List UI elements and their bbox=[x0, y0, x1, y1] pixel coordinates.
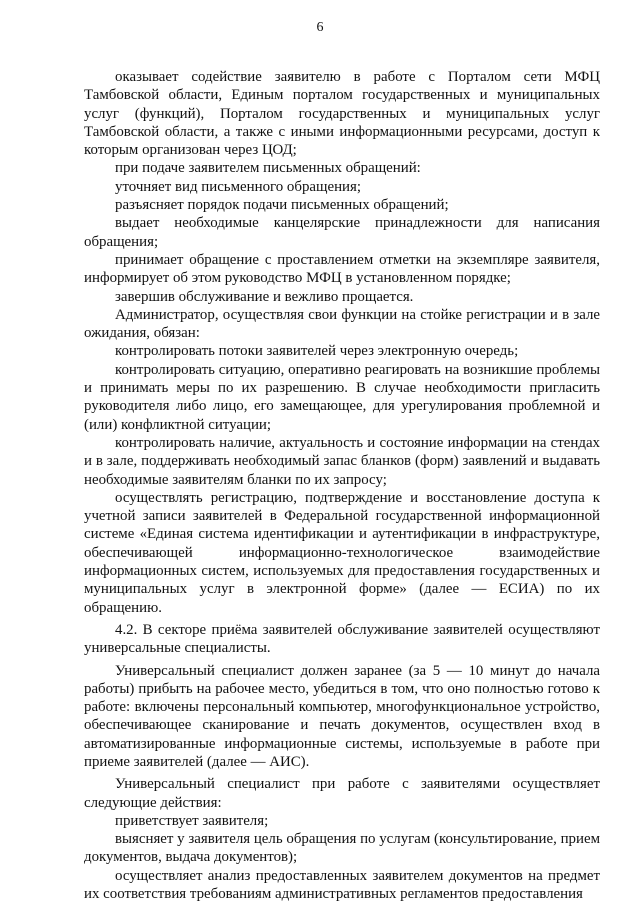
paragraph: Универсальный специалист при работе с заявителями осуществляет следующие действия: bbox=[84, 776, 600, 811]
body-text bbox=[84, 68, 600, 903]
paragraph: выдает необходимые канцелярские принадлежности для написания обращения; bbox=[84, 215, 600, 250]
paragraph: уточняет вид письменного обращения; bbox=[115, 178, 361, 195]
paragraph: осуществлять регистрацию, подтверждение и восстановление доступа к учетной записи заявителей в Федеральной государственной информационной системе «Единая система идентификации и аутентификации в инфраструктуре, обеспечивающей информационно-технологическое взаимодействие информационных систем, используемых для предоставления государственных и муниципальных услуг в электронной форме» (далее — ЕСИА) по их обращению. bbox=[84, 489, 600, 616]
paragraph: завершив обслуживание и вежливо прощается. bbox=[115, 288, 414, 305]
paragraph: выясняет у заявителя цель обращения по услугам (консультирование, прием документов, выдача документов); bbox=[84, 831, 600, 866]
paragraph: принимает обращение с проставлением отметки на экземпляре заявителя, информирует об этом руководство МФЦ в установленном порядке; bbox=[84, 251, 600, 287]
paragraph: контролировать ситуацию, оперативно реагировать на возникшие проблемы и принимать меры по их разрешению. В случае необходимости пригласить руководителя либо лицо, его замещающее, для урегулирования проблемной и (или) конфликтной ситуации; bbox=[84, 361, 600, 433]
paragraph: приветствует заявителя; bbox=[115, 812, 269, 829]
section-paragraph: 4.2. В секторе приёма заявителей обслуживание заявителей осуществляют универсальные специалисты. bbox=[84, 621, 600, 657]
page-number: 6 bbox=[316, 20, 324, 35]
paragraph: контролировать потоки заявителей через электронную очередь; bbox=[115, 343, 519, 360]
paragraph: осуществляет анализ предоставленных заявителем документов на предмет их соответствия требованиям административных регламентов предоставления bbox=[84, 867, 600, 903]
paragraph: контролировать наличие, актуальность и состояние информации на стендах и в зале, поддерживать необходимый запас бланков (форм) заявлений и выдавать необходимые заявителям бланки по их запросу; bbox=[84, 434, 600, 488]
paragraph: Универсальный специалист должен заранее (за 5 — 10 минут до начала работы) прибыть на рабочее место, убедиться в том, что оно полностью готово к работе: включены персональный компьютер, многофункциональное устройство, обеспечивающее сканирование и печать документов, осуществлен вход в автоматизированные информационные системы, используемые в работе при приеме заявителей (далее — АИС). bbox=[84, 662, 600, 770]
paragraph: Администратор, осуществляя свои функции на стойке регистрации и в зале ожидания, обязан: bbox=[84, 306, 600, 342]
paragraph: разъясняет порядок подачи письменных обращений; bbox=[115, 197, 449, 214]
paragraph: оказывает содействие заявителю в работе с Порталом сети МФЦ Тамбовской области, Единым порталом государственных и муниципальных услуг (функций), Порталом государственных и муниципальных услуг Тамбовской области, а также с иными информационными ресурсами, доступ к которым организован через ЦОД; bbox=[84, 69, 600, 159]
paragraph: при подаче заявителем письменных обращений: bbox=[115, 160, 421, 177]
